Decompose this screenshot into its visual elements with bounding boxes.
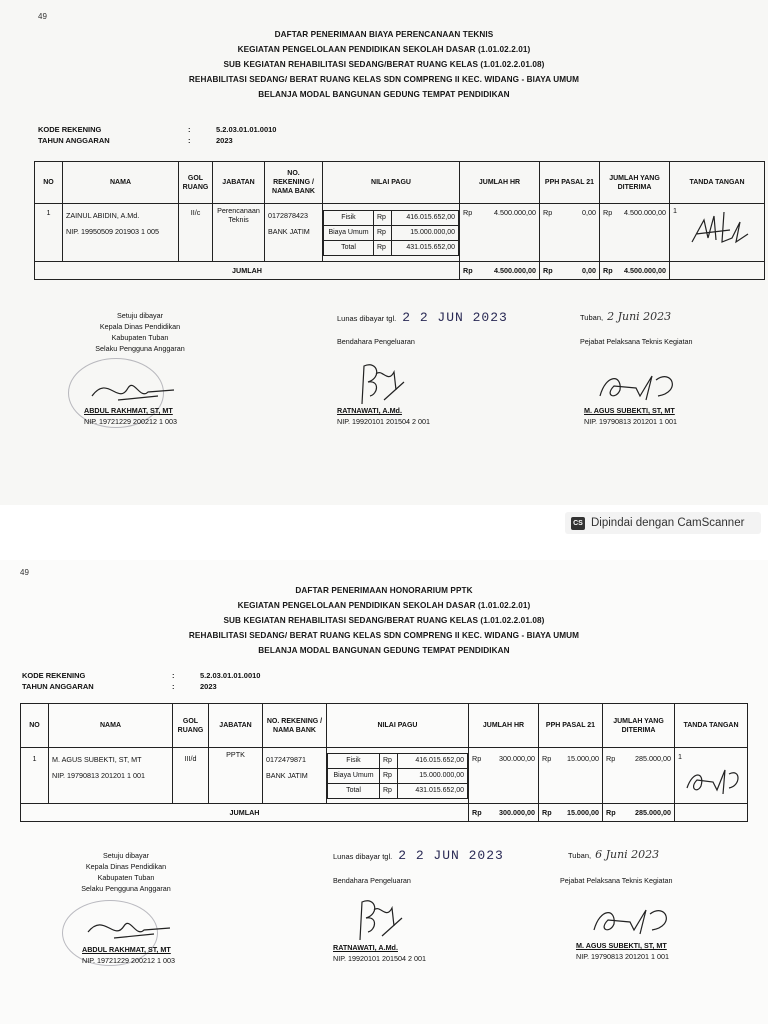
- payment-table: [34, 161, 765, 280]
- currency-rp: Rp: [542, 754, 552, 763]
- pagu-label: Fisik: [324, 210, 374, 225]
- signer-name: ABDUL RAKHMAT, ST, MT: [84, 406, 173, 415]
- row-nip: NIP. 19950509 201903 1 005: [66, 227, 159, 236]
- row-pph-cell: [539, 748, 603, 804]
- total-pph: 15.000,00: [567, 808, 599, 817]
- handwritten-date: 6 Juni 2023: [595, 848, 660, 861]
- total-jumlah-hr: 4.500.000,00: [494, 266, 536, 275]
- row-jumlah-hr: 300.000,00: [499, 754, 535, 763]
- row-nilai-pagu: [323, 204, 460, 262]
- pagu-rp: Rp: [380, 753, 398, 768]
- right-signer: [576, 940, 669, 962]
- sig-line: Kabupaten Tuban: [97, 873, 155, 882]
- document-header: [0, 27, 768, 102]
- col-diterima: JUMLAH YANG DITERIMA: [600, 162, 670, 204]
- table-header-row: [21, 704, 748, 748]
- lunas-line: [337, 310, 508, 325]
- signer-name: M. AGUS SUBEKTI, ST, MT: [576, 941, 667, 950]
- currency-rp: Rp: [543, 208, 553, 217]
- pagu-label: Total: [324, 240, 374, 255]
- row-tanda-tangan: [670, 204, 765, 262]
- total-jumlah-hr: 300.000,00: [499, 808, 535, 817]
- row-rekening-cell: [263, 748, 327, 804]
- currency-rp: Rp: [463, 208, 473, 217]
- date-line: [580, 310, 671, 323]
- right-signer: [584, 405, 677, 427]
- signer-nip: NIP. 19721229 200212 1 003: [82, 956, 175, 965]
- lunas-date-stamp: 2 2 JUN 2023: [398, 848, 504, 863]
- currency-rp: Rp: [472, 754, 482, 763]
- row-jumlah-hr-cell: [460, 204, 540, 262]
- pagu-value: 431.015.652,00: [398, 783, 468, 798]
- bendahara-title: Bendahara Pengeluaran: [337, 337, 415, 346]
- row-tanda-tangan: [675, 748, 748, 804]
- row-jabatan: PPTK: [209, 748, 263, 804]
- row-rekening-cell: [265, 204, 323, 262]
- row-nama: ZAINUL ABIDIN, A.Md.: [66, 211, 140, 220]
- scanned-page-1: [0, 0, 768, 505]
- lunas-label: Lunas dibayar tgl.: [337, 314, 397, 323]
- header-rehabilitasi: REHABILITASI SEDANG/ BERAT RUANG KELAS SDN COMPRENG II KEC. WIDANG - BIAYA UMUM: [188, 75, 580, 84]
- pejabat-title: Pejabat Pelaksana Teknis Kegiatan: [560, 876, 673, 885]
- jumlah-label: JUMLAH: [21, 804, 469, 822]
- page-number: 49: [20, 568, 29, 577]
- col-jabatan: JABATAN: [209, 704, 263, 748]
- row-nip: NIP. 19790813 201201 1 001: [52, 771, 145, 780]
- col-nama: NAMA: [49, 704, 173, 748]
- total-row: [21, 804, 748, 822]
- row-jabatan: Perencanaan Teknis: [213, 204, 265, 262]
- col-nama: NAMA: [63, 162, 179, 204]
- signature-icon: [84, 910, 174, 946]
- total-pph-cell: [540, 262, 600, 280]
- total-ttd-empty: [675, 804, 748, 822]
- row-nilai-pagu: [327, 748, 469, 804]
- currency-rp: Rp: [606, 808, 616, 817]
- signer-nip: NIP. 19790813 201201 1 001: [576, 952, 669, 961]
- row-diterima-cell: [600, 204, 670, 262]
- pagu-value: 15.000.000,00: [398, 768, 468, 783]
- col-gol: GOL RUANG: [179, 162, 213, 204]
- sig-line: Kabupaten Tuban: [111, 333, 169, 342]
- tahun-anggaran-value: 2023: [200, 682, 217, 691]
- total-diterima: 4.500.000,00: [624, 266, 666, 275]
- total-diterima: 285.000,00: [635, 808, 671, 817]
- pagu-row-biaya-umum: [324, 225, 459, 240]
- sig-line: Setuju dibayar: [103, 851, 149, 860]
- ttd-number: 1: [673, 206, 677, 215]
- pagu-row-total: [324, 240, 459, 255]
- total-pph-cell: [539, 804, 603, 822]
- header-title: DAFTAR PENERIMAAN HONORARIUM PPTK: [295, 586, 473, 595]
- col-tanda-tangan: TANDA TANGAN: [675, 704, 748, 748]
- signer-nip: NIP. 19920101 201504 2 001: [333, 954, 426, 963]
- col-pph: PPH PASAL 21: [539, 704, 603, 748]
- currency-rp: Rp: [472, 808, 482, 817]
- pejabat-title: Pejabat Pelaksana Teknis Kegiatan: [580, 337, 693, 346]
- table-header-row: [35, 162, 765, 204]
- row-pph: 15.000,00: [567, 754, 599, 763]
- camscanner-text: Dipindai dengan CamScanner: [591, 517, 745, 529]
- header-rehabilitasi: REHABILITASI SEDANG/ BERAT RUANG KELAS SDN COMPRENG II KEC. WIDANG - BIAYA UMUM: [188, 631, 580, 640]
- lunas-date-stamp: 2 2 JUN 2023: [402, 310, 508, 325]
- signer-nip: NIP. 19920101 201504 2 001: [337, 417, 430, 426]
- camscanner-watermark: [565, 512, 761, 534]
- total-pph: 0,00: [582, 266, 596, 275]
- header-title: DAFTAR PENERIMAAN BIAYA PERENCANAAN TEKNIS: [274, 30, 494, 39]
- signature-icon: [88, 370, 178, 410]
- col-tanda-tangan: TANDA TANGAN: [670, 162, 765, 204]
- row-diterima-cell: [603, 748, 675, 804]
- place-label: Tuban,: [568, 851, 592, 860]
- header-sub-kegiatan: SUB KEGIATAN REHABILITASI SEDANG/BERAT RUANG KELAS (1.01.02.2.01.08): [223, 60, 545, 69]
- signature-icon: [348, 360, 408, 406]
- sig-line: Setuju dibayar: [117, 311, 163, 320]
- signer-name: M. AGUS SUBEKTI, ST, MT: [584, 406, 675, 415]
- col-diterima: JUMLAH YANG DITERIMA: [603, 704, 675, 748]
- meta-block: KODE REKENING : 5.2.03.01.01.0010 TAHUN ANGGARAN : 2023: [38, 125, 277, 145]
- currency-rp: Rp: [606, 754, 616, 763]
- left-signature-block: [56, 850, 196, 894]
- signature-icon: [346, 896, 406, 942]
- header-belanja: BELANJA MODAL BANGUNAN GEDUNG TEMPAT PENDIDIKAN: [258, 90, 510, 99]
- col-nilai-pagu: NILAI PAGU: [327, 704, 469, 748]
- signer-name: ABDUL RAKHMAT, ST, MT: [82, 945, 171, 954]
- currency-rp: Rp: [603, 266, 613, 275]
- scanned-page-2: [0, 560, 768, 1024]
- pagu-value: 416.015.652,00: [398, 753, 468, 768]
- signature-icon: [686, 208, 756, 250]
- col-rekening: NO. REKENING / NAMA BANK: [265, 162, 323, 204]
- row-pph-cell: [540, 204, 600, 262]
- mid-signer: [333, 942, 426, 964]
- row-bank: BANK JATIM: [268, 227, 310, 236]
- total-diterima-cell: [603, 804, 675, 822]
- pagu-value: 431.015.652,00: [392, 240, 459, 255]
- pagu-rp: Rp: [374, 240, 392, 255]
- table-row: [21, 748, 748, 804]
- pagu-rp: Rp: [380, 768, 398, 783]
- document-header: [0, 583, 768, 658]
- col-jumlah-hr: JUMLAH HR: [469, 704, 539, 748]
- handwritten-date: 2 Juni 2023: [607, 310, 672, 323]
- currency-rp: Rp: [463, 266, 473, 275]
- mid-signer: [337, 405, 430, 427]
- kode-rekening-value: 5.2.03.01.01.0010: [200, 671, 261, 680]
- pagu-rp: Rp: [374, 210, 392, 225]
- row-diterima: 4.500.000,00: [624, 208, 666, 217]
- table-row: [35, 204, 765, 262]
- sig-line: Selaku Pengguna Anggaran: [95, 344, 185, 353]
- row-gol: III/d: [173, 748, 209, 804]
- total-jumlah-hr-cell: [469, 804, 539, 822]
- row-no: 1: [21, 748, 49, 804]
- meta-block: KODE REKENING : 5.2.03.01.01.0010 TAHUN ANGGARAN : 2023: [22, 671, 261, 691]
- kode-rekening-value: 5.2.03.01.01.0010: [216, 125, 277, 134]
- date-line: [568, 848, 659, 861]
- signature-icon: [683, 764, 743, 798]
- left-signer: [84, 405, 204, 427]
- header-belanja: BELANJA MODAL BANGUNAN GEDUNG TEMPAT PENDIDIKAN: [258, 646, 510, 655]
- tahun-anggaran-value: 2023: [216, 136, 233, 145]
- signer-name: RATNAWATI, A.Md.: [333, 943, 398, 952]
- kode-rekening-label: KODE REKENING: [22, 671, 86, 680]
- currency-rp: Rp: [542, 808, 552, 817]
- place-label: Tuban,: [580, 313, 604, 322]
- row-bank: BANK JATIM: [266, 771, 308, 780]
- pagu-row-fisik: [324, 210, 459, 225]
- row-nama-cell: [63, 204, 179, 262]
- ttd-number: 1: [678, 752, 682, 761]
- pagu-rp: Rp: [380, 783, 398, 798]
- left-signer: [82, 944, 202, 966]
- tahun-anggaran-label: TAHUN ANGGARAN: [38, 136, 110, 145]
- row-gol: II/c: [179, 204, 213, 262]
- pagu-row-biaya-umum: [328, 768, 468, 783]
- col-gol: GOL RUANG: [173, 704, 209, 748]
- payment-table: [20, 703, 748, 822]
- row-rekening: 0172878423: [268, 211, 308, 220]
- page-number: 49: [38, 12, 47, 21]
- pagu-label: Total: [328, 783, 380, 798]
- header-kegiatan: KEGIATAN PENGELOLAAN PENDIDIKAN SEKOLAH DASAR (1.01.02.2.01): [237, 45, 531, 54]
- row-jumlah-hr: 4.500.000,00: [494, 208, 536, 217]
- col-jabatan: JABATAN: [213, 162, 265, 204]
- row-pph: 0,00: [582, 208, 596, 217]
- total-ttd-empty: [670, 262, 765, 280]
- signer-name: RATNAWATI, A.Md.: [337, 406, 402, 415]
- bendahara-title: Bendahara Pengeluaran: [333, 876, 411, 885]
- total-row: [35, 262, 765, 280]
- pagu-breakdown: [327, 753, 468, 799]
- sig-line: Kepala Dinas Pendidikan: [99, 322, 181, 331]
- header-kegiatan: KEGIATAN PENGELOLAAN PENDIDIKAN SEKOLAH DASAR (1.01.02.2.01): [237, 601, 531, 610]
- cs-logo-icon: CS: [571, 517, 585, 530]
- col-nilai-pagu: NILAI PAGU: [323, 162, 460, 204]
- kode-rekening-label: KODE REKENING: [38, 125, 102, 134]
- row-no: 1: [35, 204, 63, 262]
- col-no: NO: [35, 162, 63, 204]
- sig-line: Selaku Pengguna Anggaran: [81, 884, 171, 893]
- pagu-row-fisik: [328, 753, 468, 768]
- row-nama-cell: [49, 748, 173, 804]
- signature-icon: [590, 900, 680, 940]
- signer-nip: NIP. 19721229 200212 1 003: [84, 417, 177, 426]
- left-signature-block: [70, 310, 210, 354]
- col-rekening: NO. REKENING / NAMA BANK: [263, 704, 327, 748]
- row-diterima: 285.000,00: [635, 754, 671, 763]
- total-diterima-cell: [600, 262, 670, 280]
- pagu-label: Biaya Umum: [324, 225, 374, 240]
- sig-line: Kepala Dinas Pendidikan: [85, 862, 167, 871]
- pagu-breakdown: [323, 210, 459, 256]
- pagu-value: 15.000.000,00: [392, 225, 459, 240]
- pagu-row-total: [328, 783, 468, 798]
- header-sub-kegiatan: SUB KEGIATAN REHABILITASI SEDANG/BERAT RUANG KELAS (1.01.02.2.01.08): [223, 616, 545, 625]
- lunas-label: Lunas dibayar tgl.: [333, 852, 393, 861]
- currency-rp: Rp: [603, 208, 613, 217]
- row-nama: M. AGUS SUBEKTI, ST, MT: [52, 755, 142, 764]
- pagu-rp: Rp: [374, 225, 392, 240]
- signature-icon: [596, 366, 686, 406]
- col-no: NO: [21, 704, 49, 748]
- jumlah-label: JUMLAH: [35, 262, 460, 280]
- pagu-value: 416.015.652,00: [392, 210, 459, 225]
- currency-rp: Rp: [543, 266, 553, 275]
- tahun-anggaran-label: TAHUN ANGGARAN: [22, 682, 94, 691]
- total-jumlah-hr-cell: [460, 262, 540, 280]
- pagu-label: Fisik: [328, 753, 380, 768]
- row-rekening: 0172479871: [266, 755, 306, 764]
- col-pph: PPH PASAL 21: [540, 162, 600, 204]
- row-jumlah-hr-cell: [469, 748, 539, 804]
- lunas-line: [333, 848, 504, 863]
- pagu-label: Biaya Umum: [328, 768, 380, 783]
- signer-nip: NIP. 19790813 201201 1 001: [584, 417, 677, 426]
- col-jumlah-hr: JUMLAH HR: [460, 162, 540, 204]
